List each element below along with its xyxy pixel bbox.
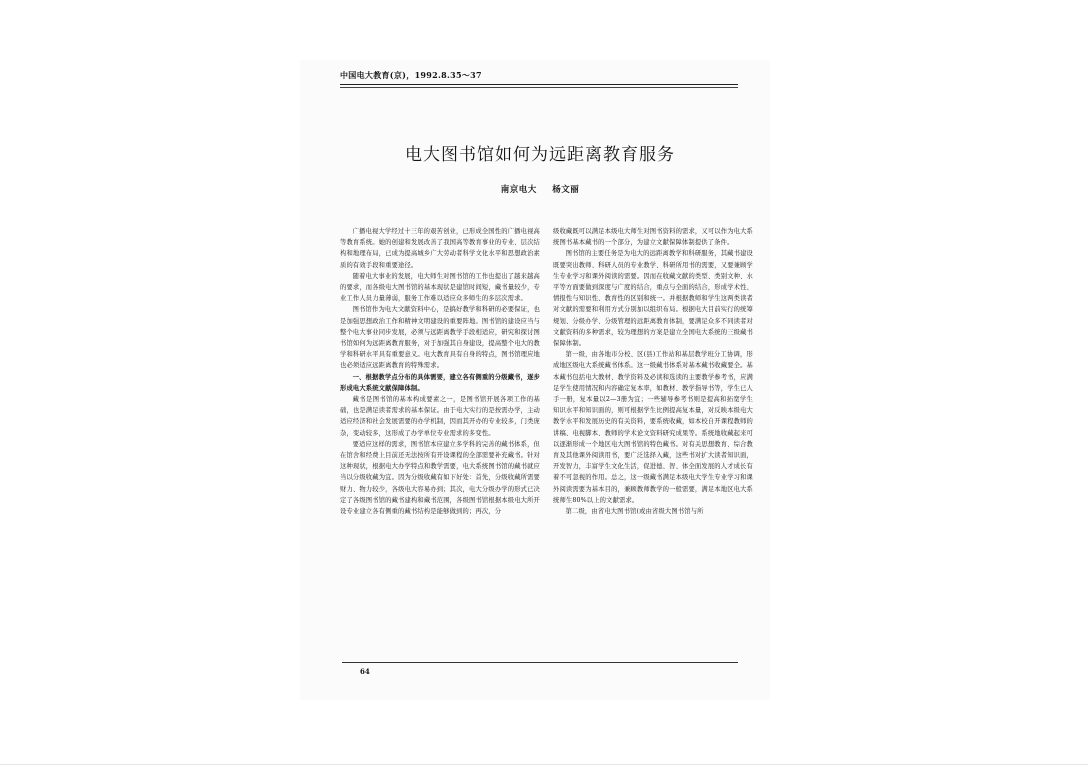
body-paragraph: 第一级，由各地市分校、区(县)工作站和基层教学班分工协调，形成地区级电大系统藏书体系。这一级藏书体系对基本藏书收藏要全。基本藏书包括电大教材、教学资料及必读和选读的主要教学参考书，应满足学生使用情况和内容确定复本率，如教材、教学指导书等，学生已人手一册，复本量以2—3册为宜；一些辅导参考书则是提高和拓宽学生知识水平和知识面的，则可根据学生比例提高复本量，对反映本级电大教学水平和发展历史的有关资料，要系统收藏，如本校自开课程教师的讲稿、电视脚本、教师的学术论文资料研究成果等。系统地收藏起来可以逐渐形成一个地区电大图书馆的特色藏书。对有关思想教育、综合教育及其他课外阅读用书，要广泛选择入藏，这些书对扩大读者知识面，开发智力，丰富学生文化生活，促进德、智、体全面发展的人才成长有着不可忽视的作用。总之，这一级藏书满足本级电大学生专业学习和课外阅读需要为基本目的，兼顾教师教学的一般需要，满足本地区电大系统师生80%以上的文献需求。: [553, 351, 753, 504]
body-column-left: [340, 226, 540, 517]
body-paragraph: 第二级，由省电大图书馆(或由省级大图书馆与所: [565, 508, 704, 516]
affiliation: 南京电大: [500, 185, 537, 195]
body-paragraph: 要适应这样的需求，图书馆本应建立多学科的完善的藏书体系，但在馆舍和经费上目前还无法按所有开设课程的全部需要补充藏书。针对这种现状，根据电大办学特点和教学需要，电大系统图书馆的藏书就应当以分级收藏为宜。因为分级收藏有如下好处：首先，分级收藏所需要财力、物力较少，各级电大容易办到；其次，电大分级办学的形式已决定了各级图书馆的藏书建构和藏书范围，各级图书馆根据本级电大所开设专业建立各有侧重的藏书结构是能够做到的；再次，分: [340, 440, 540, 516]
body-paragraph: 图书馆的主要任务是为电大的远距离教学和科研服务，其藏书建设既要突出教师、科研人员的专业教学、科研所用书的需要，又要兼顾学生专业学习和课外阅读的需要。因而在收藏文献的类型、类别文种、水平等方面要做到深度与广度的结合，重点与全面的结合，形成学术性、情报性与知识性、教育性的区别和统一。并根据教师和学生这两类读者对文献的需要和利用方式分别加以组织布局。根据电大目前实行的统筹规划、分级办学、分级管理的远距离教育体制，要满足众多不同读者对文献资料的多种需求，较为理想的方案是建立全国电大系统的三级藏书保障体制。: [553, 250, 753, 348]
body-paragraph: 藏书是图书馆的基本构成要素之一，是图书馆开展各项工作的基础，也是满足读者需求的基本保证。由于电大实行的是按需办学，主动适应经济和社会发展需要的办学机制，因而其开办的专业较多，门类庞杂，变动较多，这形成了办学单位专业需求的多变性。: [340, 396, 540, 437]
body-paragraph: 随着电大事业的发展，电大师生对图书馆的工作也提出了越来越高的要求，而各级电大图书馆的基本现状是建馆时间短，藏书量较少，专业工作人员力量薄弱，服务工作难以适应众多师生的多层次需求。: [340, 272, 540, 303]
body-paragraph: 级收藏既可以满足本级电大师生对图书资料的需求，又可以作为电大系统图书基本藏书的一个部分，为建立文献保障体制提供了条件。: [553, 228, 753, 247]
author: 杨文丽: [552, 185, 580, 195]
article-title: 电大图书馆如何为远距离教育服务: [405, 145, 675, 165]
section-heading: 一、根据教学点分布的具体需要，建立各有侧重的分级藏书，逐步形成电大系统文献保障体制。: [340, 373, 540, 392]
body-paragraph: 图书馆作为电大文献资料中心，是搞好教学和科研的必要保证，也是加强思想政治工作和精神文明建设的重要阵地。图书馆的建设应当与整个电大事业同步发展，必须与远距离教学手段相适应，研究和探讨图书馆如何为远距离教育服务，对于加强其自身建设，提高整个电大的教学和科研水平具有重要意义。电大教育具有自身的特点，图书馆理应地也必须适应远距离教育的特殊需求。: [340, 306, 540, 370]
footer-rule: [342, 662, 738, 663]
byline: [330, 183, 750, 195]
page-number: 64: [360, 667, 370, 676]
scan-edge-line: [0, 764, 1088, 765]
body-column-right: [553, 226, 753, 517]
header-rule-thin: [340, 87, 738, 88]
running-head: 中国电大教育(京)，1992.8.35～37: [340, 70, 482, 80]
body-paragraph: 广播电视大学经过十三年的艰苦创业，已形成全国性的广播电视高等教育系统。她的创建和发展改善了我国高等教育事业的专业、层次结构和地理布局，已成为提高城乡广大劳动者科学文化水平和思想政治素质的有效手段和重要途径。: [340, 228, 540, 269]
header-rule: [340, 84, 738, 85]
